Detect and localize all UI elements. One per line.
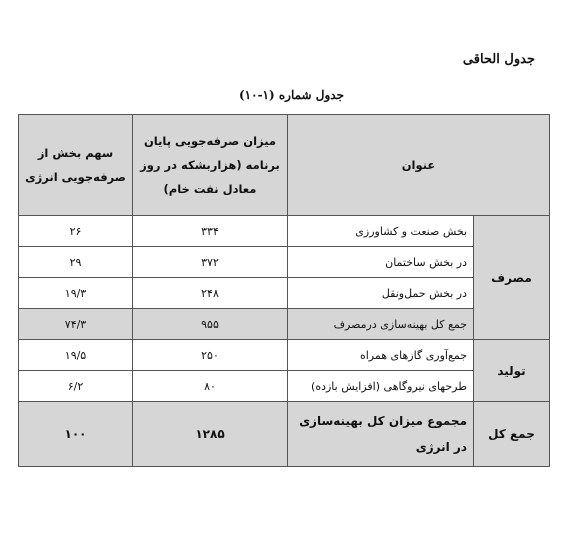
- row-share: ۱۰۰: [19, 402, 133, 467]
- table-row: [19, 371, 550, 402]
- header-share: سهم بخش از صرفه‌جویی انرژی: [19, 115, 133, 216]
- row-savings: ۳۷۲: [133, 247, 288, 278]
- row-savings: ۲۴۸: [133, 278, 288, 309]
- row-title: طرحهای نیروگاهی (افزایش بازده): [288, 371, 474, 402]
- table-caption: جدول شماره (۱-۱۰): [238, 88, 344, 102]
- header-savings: میزان صرفه‌جویی پایان برنامه (هزاربشکه در روز معادل نفت خام): [133, 115, 288, 216]
- document-heading: جدول الحاقی: [462, 52, 535, 67]
- savings-table: [18, 114, 550, 467]
- row-savings: ۲۵۰: [133, 340, 288, 371]
- row-title: بخش صنعت و کشاورزی: [288, 216, 474, 247]
- group-total: جمع کل: [474, 402, 550, 467]
- row-savings: ۱۲۸۵: [133, 402, 288, 467]
- row-savings: ۹۵۵: [133, 309, 288, 340]
- row-share: ۱۹/۵: [19, 340, 133, 371]
- table-row-subtotal: [19, 309, 550, 340]
- row-title: جمع کل بهینه‌سازی درمصرف: [288, 309, 474, 340]
- group-production: تولید: [474, 340, 550, 402]
- row-share: ۲۶: [19, 216, 133, 247]
- table-row: [19, 340, 550, 371]
- row-share: ۱۹/۳: [19, 278, 133, 309]
- row-share: ۷۴/۳: [19, 309, 133, 340]
- group-consumption: مصرف: [474, 216, 550, 340]
- row-share: ۶/۲: [19, 371, 133, 402]
- row-title: مجموع میزان کل بهینه‌سازی در انرژی: [288, 402, 474, 467]
- row-share: ۲۹: [19, 247, 133, 278]
- row-title: جمع‌آوری گازهای همراه: [288, 340, 474, 371]
- table-header-row: [19, 115, 550, 216]
- table-row: [19, 247, 550, 278]
- row-title: در بخش حمل‌ونقل: [288, 278, 474, 309]
- header-title: عنوان: [288, 115, 550, 216]
- row-savings: ۸۰: [133, 371, 288, 402]
- row-savings: ۳۳۴: [133, 216, 288, 247]
- table-row-total: [19, 402, 550, 467]
- table-row: [19, 216, 550, 247]
- table-row: [19, 278, 550, 309]
- row-title: در بخش ساختمان: [288, 247, 474, 278]
